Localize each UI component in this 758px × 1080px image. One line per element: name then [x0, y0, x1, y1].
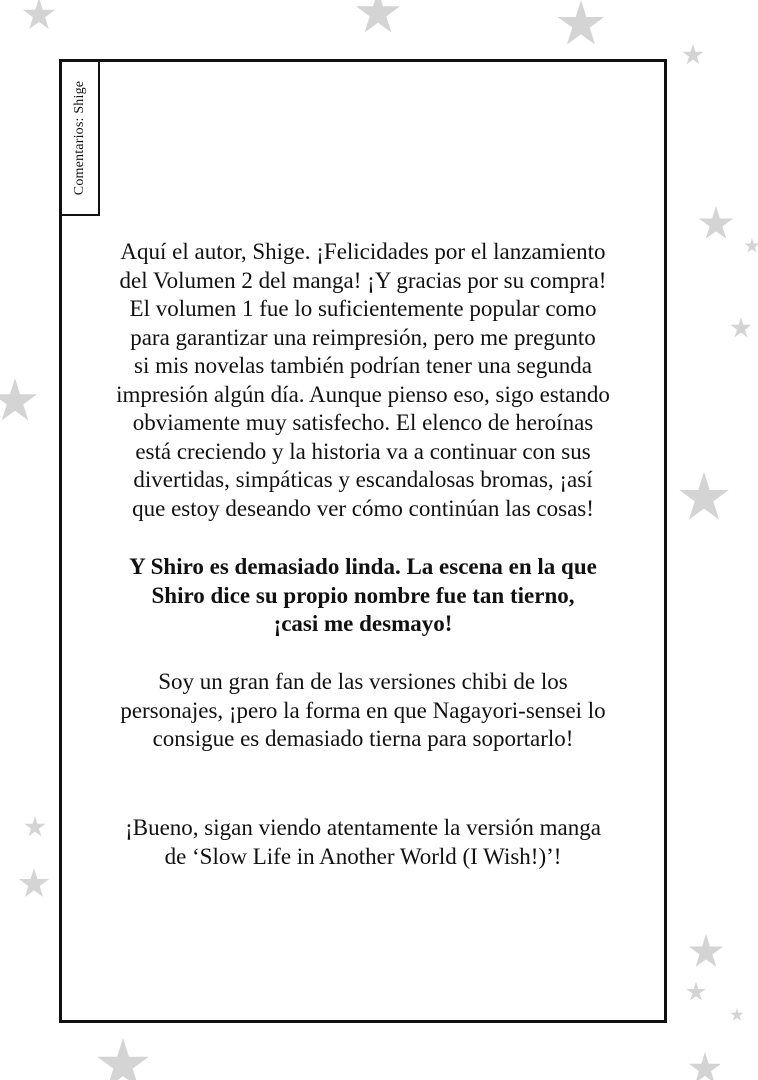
star-icon: [678, 472, 730, 521]
star-icon: [24, 816, 46, 837]
star-icon: [698, 206, 734, 240]
star-icon: [22, 0, 56, 30]
star-icon: [0, 378, 38, 422]
star-icon: [96, 1038, 150, 1080]
closing-paragraph: ¡Bueno, sigan viendo atentamente la versión manga de ‘Slow Life in Another World (I Wish!)’!: [125, 815, 601, 869]
star-icon: [682, 44, 704, 65]
star-icon: [355, 0, 401, 34]
credit-label: Comentarios: Shige: [72, 80, 87, 196]
credit-tab: [62, 62, 100, 216]
star-icon: [686, 982, 706, 1001]
star-icon: [730, 1008, 744, 1021]
star-icon: [688, 1052, 722, 1080]
star-icon: [556, 0, 606, 46]
star-icon: [688, 934, 724, 968]
star-icon: [730, 317, 752, 338]
star-icon: [744, 238, 758, 253]
chibi-paragraph: Soy un gran fan de las versiones chibi de los personajes, ¡pero la forma en que Nagayori-sensei lo consigue es demasiado tierna para soportarlo!: [120, 669, 606, 751]
comment-panel: [59, 59, 667, 1023]
intro-paragraph: Aquí el autor, Shige. ¡Felicidades por el lanzamiento del Volumen 2 del manga! ¡Y gracias por su compra! El volumen 1 fue lo suficientemente popular como para garantizar una reimpresión, pero me pregunto si mis novelas también podrían tener una segunda impresión algún día. Aunque pienso eso, sigo estando obviamente muy satisfecho. El elenco de heroínas está creciendo y la historia va a continuar con sus divertidas, simpáticas y escandalosas bromas, ¡así que estoy deseando ver cómo continúan las cosas!: [116, 239, 610, 521]
star-icon: [18, 868, 50, 898]
shiro-paragraph: Y Shiro es demasiado linda. La escena en la que Shiro dice su propio nombre fue tan tierno, ¡casi me desmayo!: [129, 554, 597, 636]
